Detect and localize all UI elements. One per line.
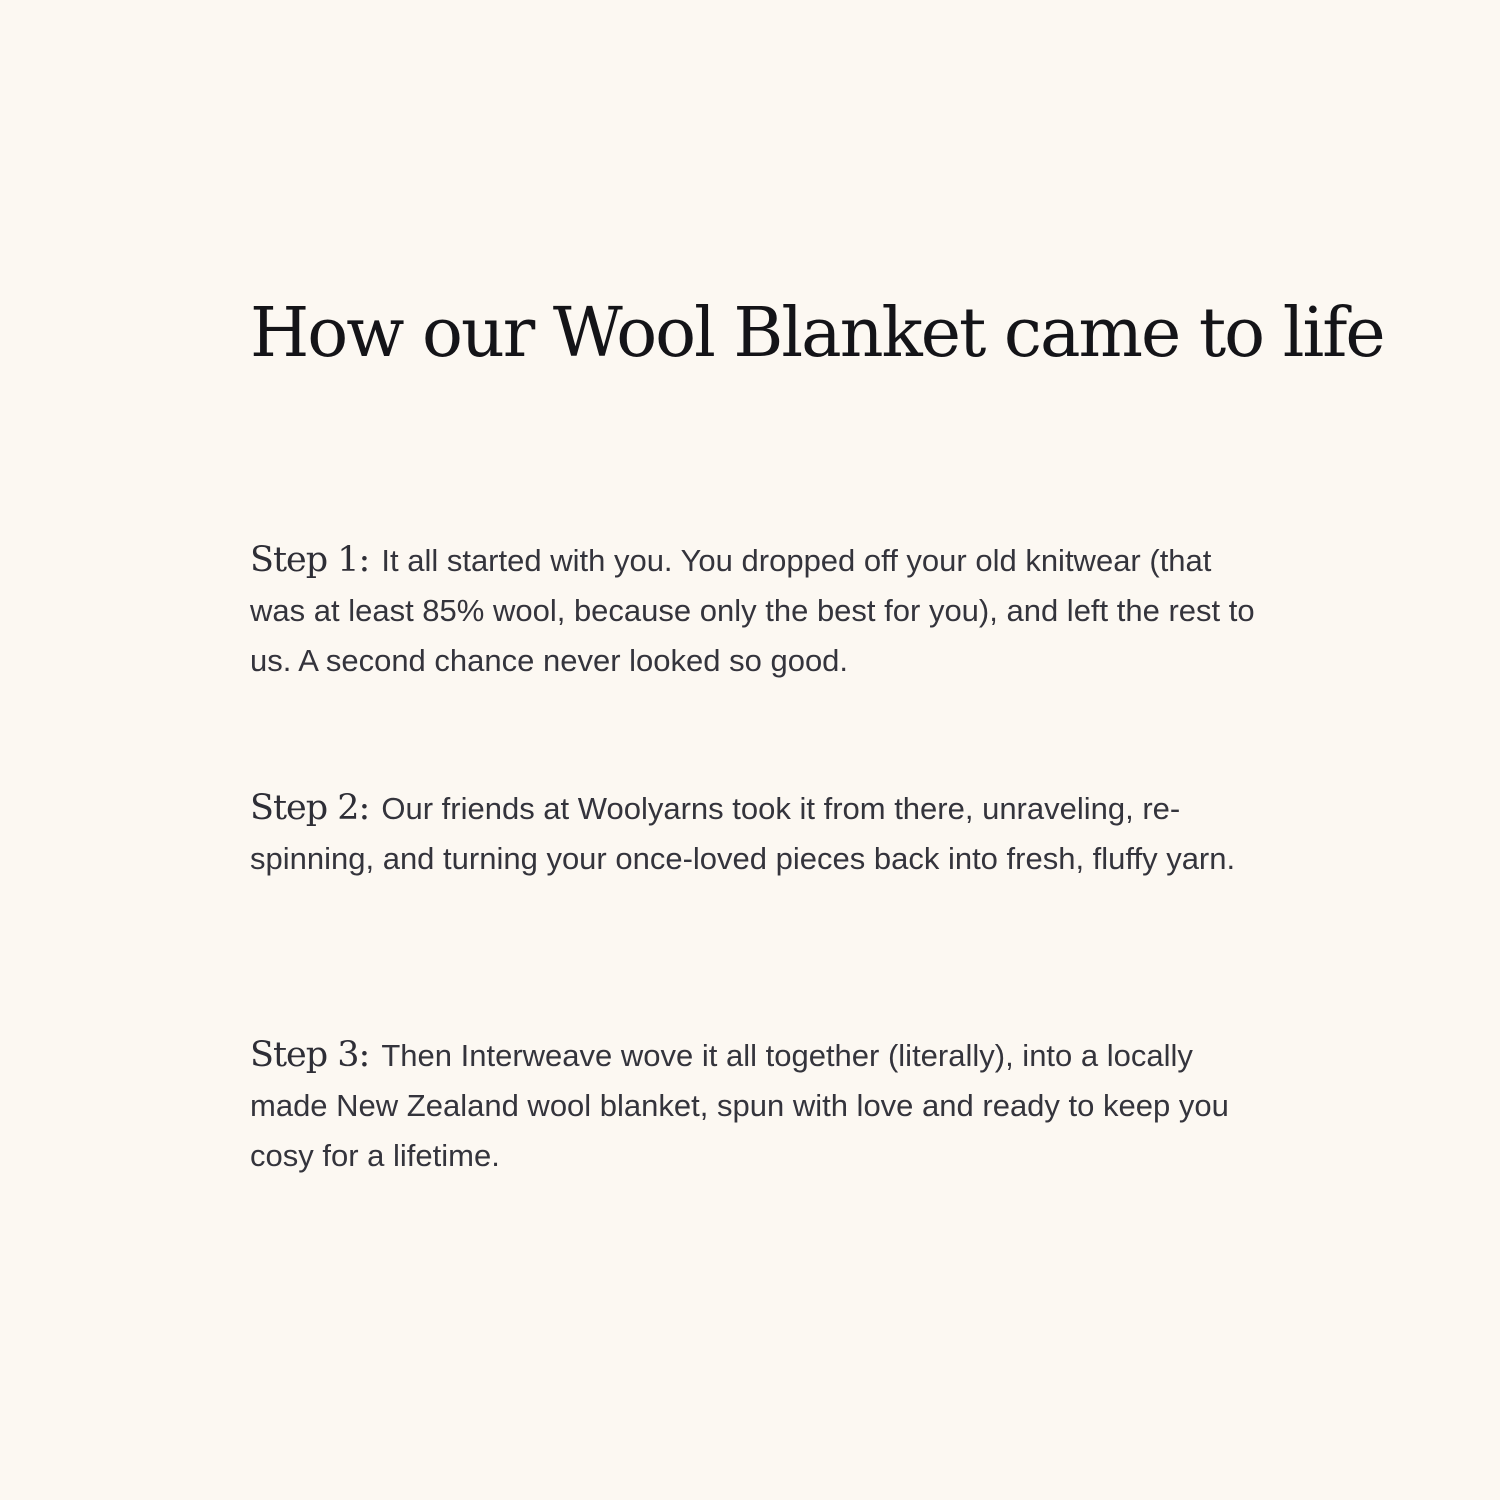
step-1-paragraph bbox=[250, 535, 1260, 686]
step-1-text: It all started with you. You dropped off your old knitwear (that was at least 85% wool, because only the best for you), and left the rest to us. A second chance never looked so good. bbox=[250, 543, 1255, 678]
step-3-label: Step 3: bbox=[250, 1035, 370, 1075]
step-1-label: Step 1: bbox=[250, 540, 370, 580]
step-3-text: Then Interweave wove it all together (literally), into a locally made New Zealand wool blanket, spun with love and ready to keep you cosy for a lifetime. bbox=[250, 1038, 1229, 1173]
step-3-paragraph bbox=[250, 1030, 1260, 1181]
step-2-label: Step 2: bbox=[250, 788, 370, 828]
step-2-paragraph bbox=[250, 783, 1260, 884]
page-title: How our Wool Blanket came to life bbox=[250, 294, 1384, 373]
step-2-text: Our friends at Woolyarns took it from there, unraveling, re-spinning, and turning your once-loved pieces back into fresh, fluffy yarn. bbox=[250, 791, 1236, 876]
